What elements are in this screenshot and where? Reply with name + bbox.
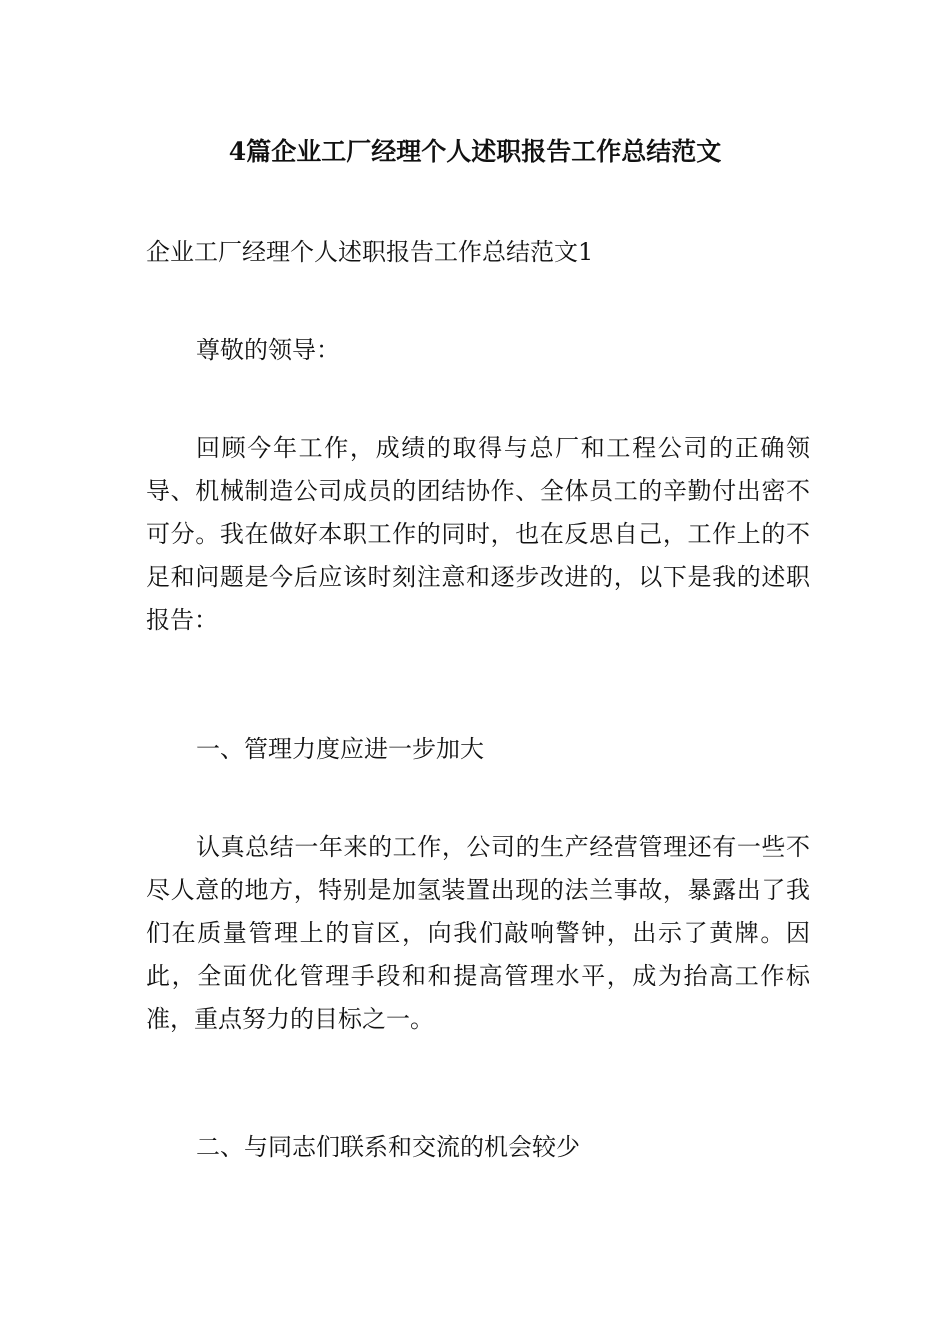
greeting: 尊敬的领导： [196, 336, 340, 364]
section-heading-2: 二、与同志们联系和交流的机会较少 [196, 1133, 580, 1161]
section-heading-1: 一、管理力度应进一步加大 [196, 735, 484, 763]
paragraph-intro: 回顾今年工作，成绩的取得与总厂和工程公司的正确领导、机械制造公司成员的团结协作、全体员工的辛勤付出密不可分。我在做好本职工作的同时，也在反思自己，工作上的不足和问题是今后应该时刻注意和逐步改进的，以下是我的述职报告： [146, 434, 810, 634]
document-title: 4篇企业工厂经理个人述职报告工作总结范文 [228, 137, 722, 166]
paragraph-management: 认真总结一年来的工作，公司的生产经营管理还有一些不尽人意的地方，特别是加氢装置出现的法兰事故，暴露出了我们在质量管理上的盲区，向我们敲响警钟，出示了黄牌。因此，全面优化管理手段和和提高管理水平，成为抬高工作标准，重点努力的目标之一。 [146, 833, 810, 1033]
document-subtitle: 企业工厂经理个人述职报告工作总结范文1 [146, 238, 594, 266]
